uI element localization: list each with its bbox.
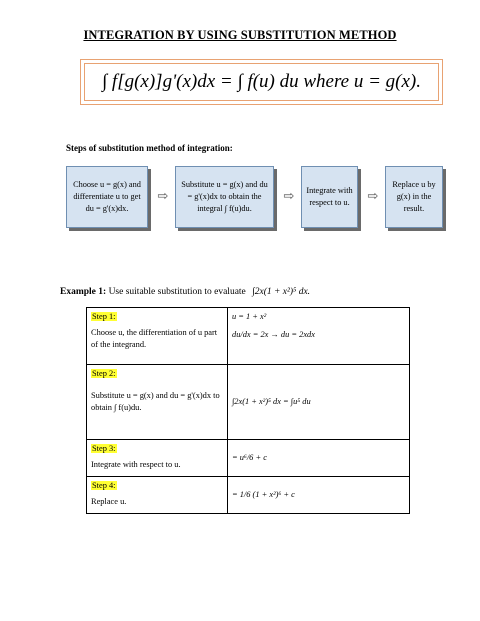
math-line: = u⁶/6 + c — [232, 453, 267, 462]
flow-step-substitute: Substitute u = g(x) and du = g'(x)dx to obtain the integral ∫ f(u)du. — [175, 166, 274, 228]
math-line: du/dx = 2x → du = 2xdx — [232, 330, 315, 339]
table-row — [87, 477, 410, 514]
table-row — [87, 308, 410, 365]
substitution-formula: ∫ f[g(x)]g'(x)dx = ∫ f(u) du where u = g(x). — [84, 63, 439, 101]
math-line: = 1/6 (1 + x²)⁶ + c — [232, 490, 295, 499]
step-description: Choose u, the differentiation of u part of the integrand. — [91, 328, 218, 349]
step-cell — [87, 477, 228, 514]
flow-step-choose: Choose u = g(x) and differentiate u to get du = g'(x)dx. — [66, 166, 148, 228]
math-line: ∫2x(1 + x²)⁵ dx = ∫u⁵ du — [232, 397, 311, 406]
math-cell — [228, 308, 410, 365]
math-cell — [228, 440, 410, 477]
right-arrow-icon: ⇨ — [367, 189, 379, 204]
step-description: Integrate with respect to u. — [91, 460, 181, 469]
example-text: Use suitable substitution to evaluate — [108, 287, 246, 297]
math-cell — [228, 477, 410, 514]
flow-step-integrate: Integrate with respect to u. — [301, 166, 358, 228]
table-row — [87, 365, 410, 440]
step-label: Step 2: — [92, 369, 116, 378]
steps-heading: Steps of substitution method of integration: — [66, 143, 233, 153]
math-line: u = 1 + x² — [232, 312, 267, 321]
step-label: Step 1: — [92, 312, 116, 321]
page-title: INTEGRATION BY USING SUBSTITUTION METHOD — [83, 28, 397, 42]
solution-table — [86, 307, 410, 514]
example-label: Example 1: — [60, 287, 107, 297]
step-label: Step 4: — [92, 481, 116, 490]
step-description: Replace u. — [91, 497, 127, 506]
formula-box — [80, 59, 443, 105]
math-cell — [228, 365, 410, 440]
step-label: Step 3: — [92, 444, 116, 453]
table-row — [87, 440, 410, 477]
step-description: Substitute u = g(x) and du = g'(x)dx to obtain ∫ f(u)du. — [91, 391, 220, 412]
flow-step-replace: Replace u by g(x) in the result. — [385, 166, 443, 228]
example-integral: ∫2x(1 + x²)⁵ dx. — [252, 287, 311, 297]
step-cell — [87, 308, 228, 365]
right-arrow-icon: ⇨ — [157, 189, 169, 204]
step-cell — [87, 365, 228, 440]
right-arrow-icon: ⇨ — [283, 189, 295, 204]
step-cell — [87, 440, 228, 477]
example-statement — [60, 287, 310, 297]
